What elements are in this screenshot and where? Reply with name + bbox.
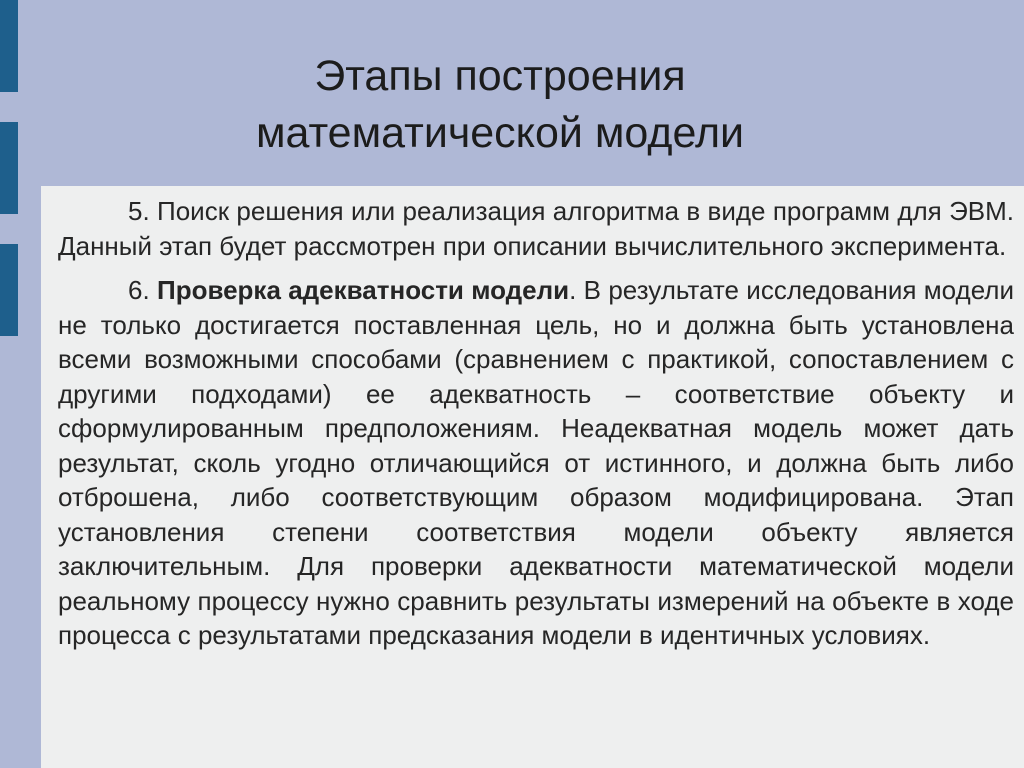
slide-title-line-1: Этапы построения — [314, 52, 686, 100]
step-6-heading: Проверка адекватности модели — [157, 275, 570, 305]
paragraph-step-6 — [58, 273, 1014, 653]
paragraph-step-5 — [58, 194, 1014, 263]
slide-title-line-2: математической модели — [255, 109, 745, 157]
slide-title — [0, 48, 1000, 162]
accent-bar-bottom — [0, 244, 18, 336]
content-box — [41, 186, 1024, 768]
step-6-text: . В результате исследования модели не только достигается поставленная цель, но и должна быть установлена всеми возможными способами (сравнением с практикой, сопоставлением с другими подходами) ее адекватность – соответствие объекту и сформулированным предположениям. Неадекватная модель может дать результат, сколь угодно отличающийся от истинного, и должна быть либо отброшена, либо соответствующим образом модифицирована. Этап установления степени соответствия модели объекту является заключительным. Для проверки адекватности математической модели реальному процессу нужно сравнить результаты измерений на объекте в ходе процесса с результатами предсказания модели в идентичных условиях. — [58, 275, 1014, 650]
step-5-text: 5. Поиск решения или реализация алгоритма в виде программ для ЭВМ. Данный этап будет рассмотрен при описании вычислительного эксперимента. — [58, 196, 1014, 261]
step-6-number: 6. — [128, 275, 157, 305]
